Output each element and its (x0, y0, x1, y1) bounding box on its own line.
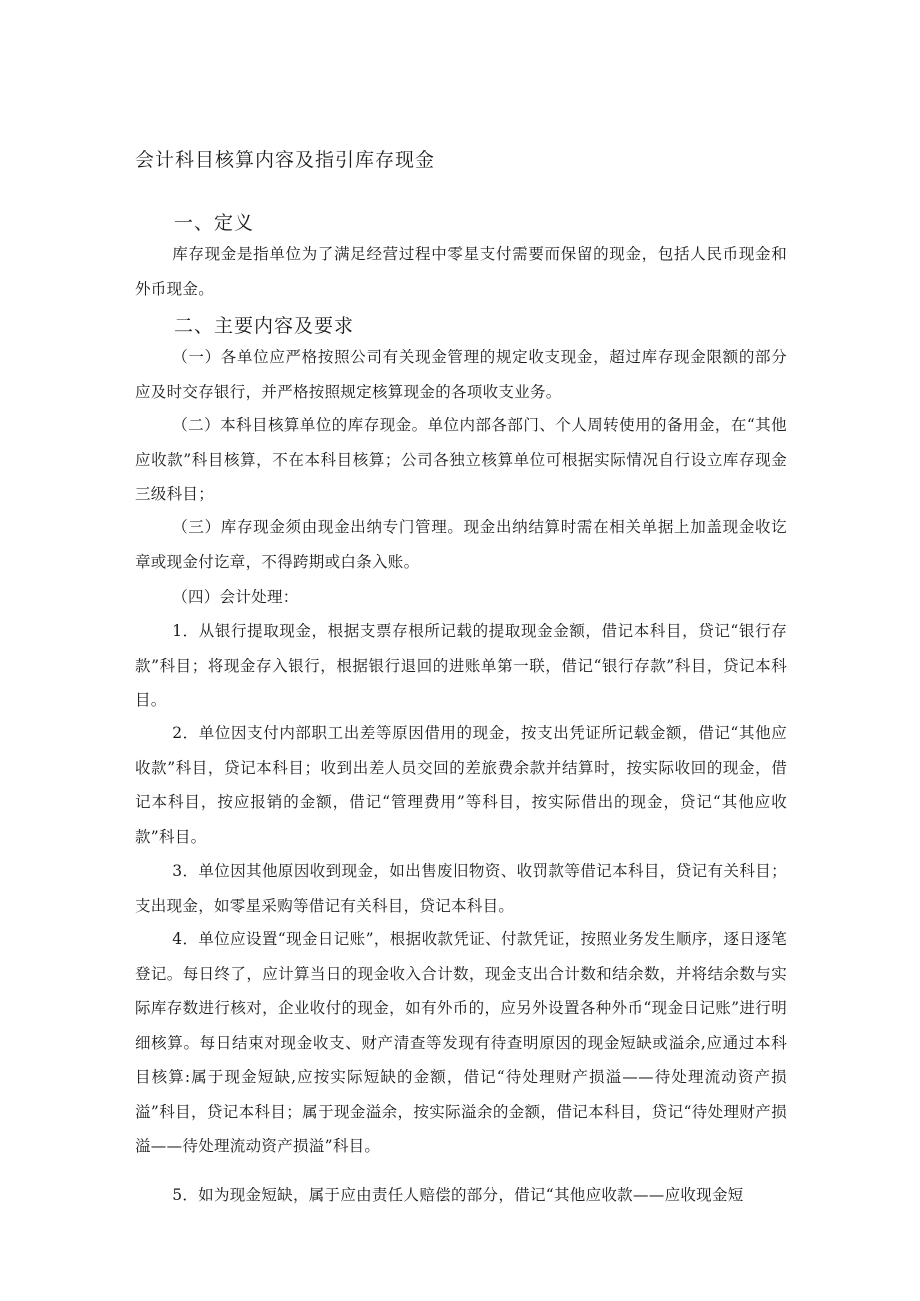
paragraph-item-3: （三）库存现金须由现金出纳专门管理。现金出纳结算时需在相关单据上加盖现金收讫章或现金付讫章，不得跨期或白条入账。 (135, 518, 787, 571)
paragraph-item-1: （一）各单位应严格按照公司有关现金管理的规定收支现金，超过库存现金限额的部分应及时交存银行，并严格按照规定核算现金的各项收支业务。 (135, 348, 787, 401)
paragraph-item-2: （二）本科目核算单位的库存现金。单位内部各部门、个人周转使用的备用金，在“其他应收款”科目核算，不在本科目核算；公司各独立核算单位可根据实际情况自行设立库存现金三级科目； (135, 416, 787, 503)
section-heading-requirements: 二、主要内容及要求 (174, 315, 355, 337)
paragraph-item-4: （四）会计处理： (172, 588, 299, 606)
document-title: 会计科目核算内容及指引库存现金 (135, 149, 436, 171)
section-heading-definition: 一、定义 (174, 212, 255, 234)
definition-paragraph: 库存现金是指单位为了满足经营过程中零星支付需要而保留的现金，包括人民币现金和外币现金。 (135, 245, 787, 298)
paragraph-accounting-1: 1．从银行提取现金，根据支票存根所记载的提取现金金额，借记本科目，贷记“银行存款”科目；将现金存入银行，根据银行退回的进账单第一联，借记“银行存款”科目，贷记本科目。 (135, 622, 787, 709)
paragraph-accounting-3: 3．单位因其他原因收到现金，如出售废旧物资、收罚款等借记本科目，贷记有关科目；支出现金，如零星采购等借记有关科目，贷记本科目。 (135, 862, 787, 915)
paragraph-accounting-4: 4．单位应设置“现金日记账”，根据收款凭证、付款凭证，按照业务发生顺序，逐日逐笔登记。每日终了，应计算当日的现金收入合计数，现金支出合计数和结余数，并将结余数与实际库存数进行核对，企业收付的现金，如有外币的，应另外设置各种外币“现金日记账”进行明细核算。每日结束对现金收支、财产清查等发现有待查明原因的现金短缺或溢余,应通过本科目核算:属于现金短缺,应按实际短缺的金额，借记“待处理财产损溢——待处理流动资产损溢”科目，贷记本科目；属于现金溢余，按实际溢余的金额，借记本科目，贷记“待处理财产损溢——待处理流动资产损溢”科目。 (135, 930, 787, 1155)
paragraph-accounting-2: 2．单位因支付内部职工出差等原因借用的现金，按支出凭证所记载金额，借记“其他应收款”科目，贷记本科目；收到出差人员交回的差旅费余款并结算时，按实际收回的现金，借记本科目，按应报销的金额，借记“管理费用”等科目，按实际借出的现金，贷记“其他应收款”科目。 (135, 724, 787, 846)
paragraph-accounting-5: 5．如为现金短缺，属于应由责任人赔偿的部分，借记“其他应收款——应收现金短 (172, 1186, 744, 1204)
